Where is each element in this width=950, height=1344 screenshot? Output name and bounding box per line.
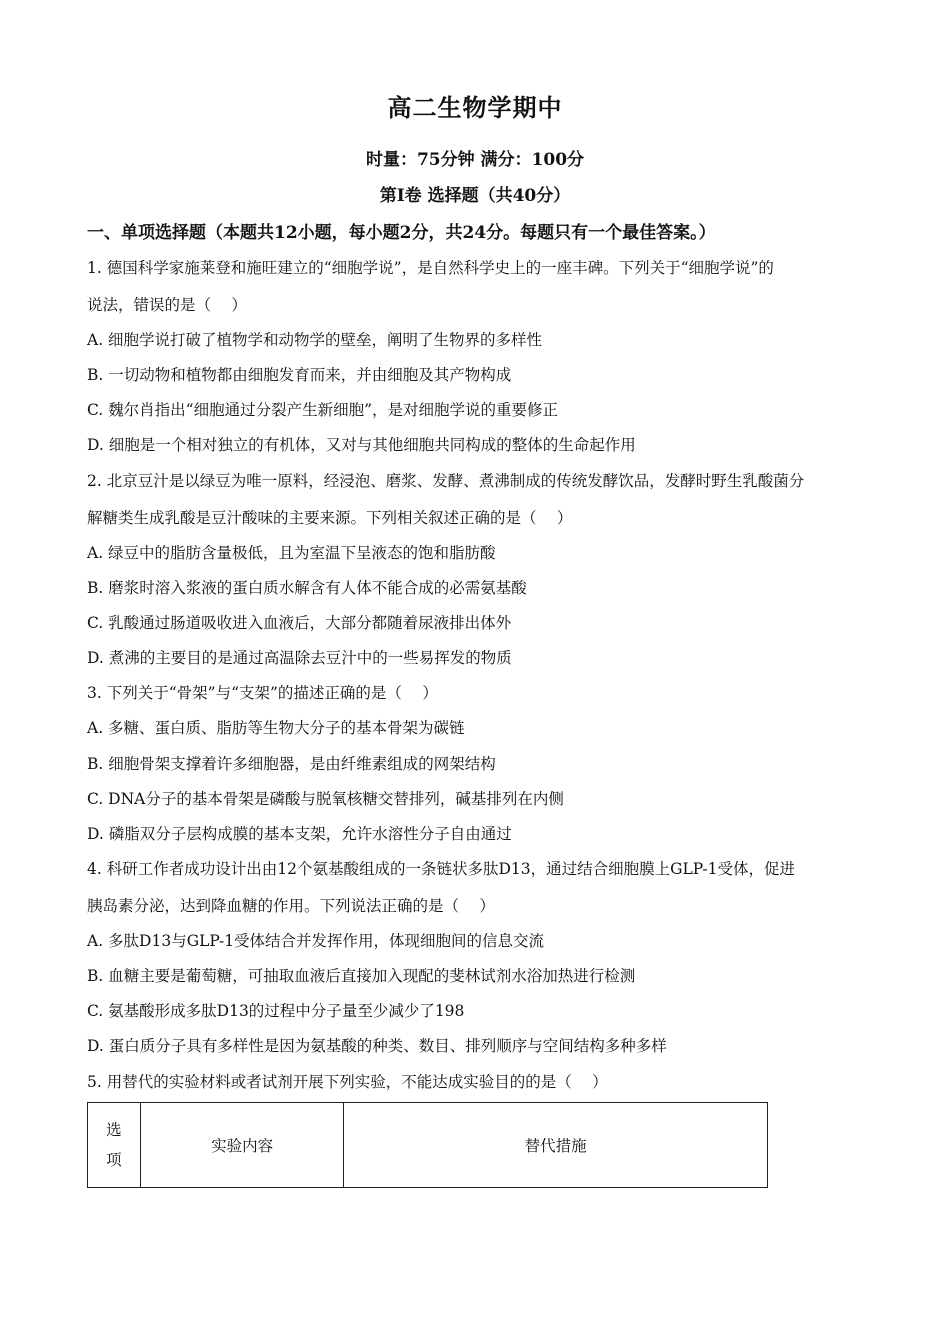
question-4-option-d: D. 蛋白质分子具有多样性是因为氨基酸的种类、数目、排列顺序与空间结构多种多样 bbox=[87, 1037, 667, 1055]
question-1-stem-line-2: 说法，错误的是（ ） bbox=[87, 296, 247, 314]
question-1-option-a: A. 细胞学说打破了植物学和动物学的壁垒，阐明了生物界的多样性 bbox=[87, 331, 543, 349]
question-5-stem: 5. 用替代的实验材料或者试剂开展下列实验，不能达成实验目的的是（ ） bbox=[87, 1073, 608, 1091]
page-title: 高二生物学期中 bbox=[387, 93, 563, 122]
question-2-option-d: D. 煮沸的主要目的是通过高温除去豆汁中的一些易挥发的物质 bbox=[87, 649, 512, 667]
question-3-option-d: D. 磷脂双分子层构成膜的基本支架，允许水溶性分子自由通过 bbox=[87, 825, 512, 843]
question-1-option-b: B. 一切动物和植物都由细胞发育而来，并由细胞及其产物构成 bbox=[87, 366, 512, 384]
question-3-option-b: B. 细胞骨架支撑着许多细胞器，是由纤维素组成的网架结构 bbox=[87, 755, 496, 773]
question-1-option-d: D. 细胞是一个相对独立的有机体，又对与其他细胞共同构成的整体的生命起作用 bbox=[87, 436, 636, 454]
question-2-stem-line-2: 解糖类生成乳酸是豆汁酸味的主要来源。下列相关叙述正确的是（ ） bbox=[87, 509, 573, 527]
question-1-stem-line-1: 1. 德国科学家施莱登和施旺建立的“细胞学说”，是自然科学史上的一座丰碑。下列关于“细胞学说”的 bbox=[87, 259, 774, 277]
table-header-option bbox=[88, 1103, 141, 1188]
question-2-option-c: C. 乳酸通过肠道吸收进入血液后，大部分都随着尿液排出体外 bbox=[87, 614, 512, 632]
question-2-option-b: B. 磨浆时溶入浆液的蛋白质水解含有人体不能合成的必需氨基酸 bbox=[87, 579, 527, 597]
table-header-option-line-2: 项 bbox=[106, 1151, 122, 1169]
question-4-stem-line-1: 4. 科研工作者成功设计出由12个氨基酸组成的一条链状多肽D13，通过结合细胞膜上GLP-1受体，促进 bbox=[87, 860, 795, 878]
table-header-content: 实验内容 bbox=[140, 1103, 343, 1188]
question-1-option-c: C. 魏尔肖指出“细胞通过分裂产生新细胞”，是对细胞学说的重要修正 bbox=[87, 401, 559, 419]
question-3-stem: 3. 下列关于“骨架”与“支架”的描述正确的是（ ） bbox=[87, 684, 438, 702]
question-3-option-a: A. 多糖、蛋白质、脂肪等生物大分子的基本骨架为碳链 bbox=[87, 719, 465, 737]
exam-meta: 时量：75分钟 满分：100分 bbox=[365, 150, 585, 170]
question-5-table bbox=[87, 1102, 768, 1188]
question-4-option-b: B. 血糖主要是葡萄糖，可抽取血液后直接加入现配的斐林试剂水浴加热进行检测 bbox=[87, 967, 636, 985]
question-4-option-a: A. 多肽D13与GLP-1受体结合并发挥作用，体现细胞间的信息交流 bbox=[87, 932, 545, 950]
question-4-option-c: C. 氨基酸形成多肽D13的过程中分子量至少减少了198 bbox=[87, 1002, 465, 1020]
question-3-option-c: C. DNA分子的基本骨架是磷酸与脱氧核糖交替排列，碱基排列在内侧 bbox=[87, 790, 564, 808]
question-2-stem-line-1: 2. 北京豆汁是以绿豆为唯一原料，经浸泡、磨浆、发酵、煮沸制成的传统发酵饮品，发酵时野生乳酸菌分 bbox=[87, 472, 805, 490]
question-4-stem-line-2: 胰岛素分泌，达到降血糖的作用。下列说法正确的是（ ） bbox=[87, 897, 495, 915]
table-header-replacement: 替代措施 bbox=[344, 1103, 768, 1188]
table-header-option-line-1: 选 bbox=[106, 1121, 122, 1139]
section-heading: 一、单项选择题（本题共12小题，每小题2分，共24分。每题只有一个最佳答案。） bbox=[87, 223, 716, 243]
table-header-row bbox=[88, 1103, 768, 1188]
part-heading: 第Ⅰ卷 选择题（共40分） bbox=[379, 186, 571, 206]
question-2-option-a: A. 绿豆中的脂肪含量极低，且为室温下呈液态的饱和脂肪酸 bbox=[87, 544, 496, 562]
